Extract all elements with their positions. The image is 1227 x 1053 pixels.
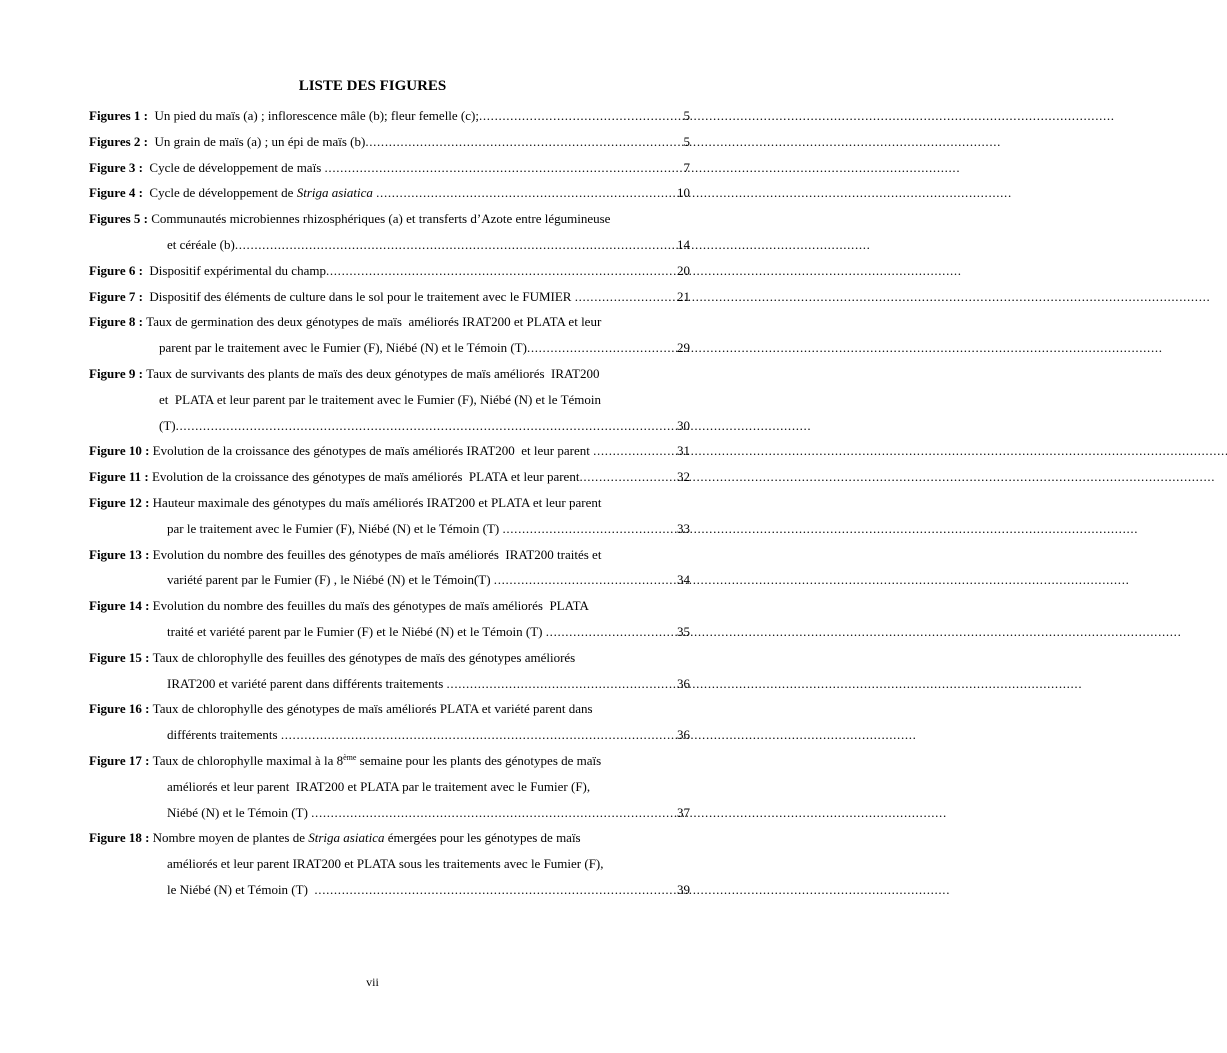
figure-label: Figure 11 : bbox=[89, 469, 149, 485]
figure-caption: Un grain de maïs (a) ; un épi de maïs (b) bbox=[154, 133, 366, 149]
figure-caption: Evolution de la croissance des génotypes de maïs améliorés IRAT200 et leur parent bbox=[152, 443, 594, 459]
figure-entry[interactable] bbox=[89, 645, 690, 697]
page-ref: 37 bbox=[677, 804, 690, 820]
figure-entry[interactable] bbox=[89, 825, 690, 902]
figure-caption-cont: (T) bbox=[159, 417, 176, 433]
figure-caption: Evolution du nombre des feuilles du maïs des génotypes de maïs améliorés PLATA bbox=[152, 598, 589, 614]
page-ref: 36 bbox=[677, 675, 690, 691]
figure-entry[interactable] bbox=[89, 542, 690, 594]
dot-leader bbox=[311, 800, 677, 826]
page-ref: 33 bbox=[677, 520, 690, 536]
figure-entry[interactable] bbox=[89, 206, 690, 258]
figure-label: Figure 4 : bbox=[89, 185, 143, 201]
dot-leader bbox=[494, 567, 677, 593]
dot-leader bbox=[325, 155, 684, 181]
page-ref: 14 bbox=[677, 236, 690, 252]
figure-label: Figure 13 : bbox=[89, 546, 150, 562]
figure-caption: Nombre moyen de plantes de Striga asiatica émergées pour les génotypes de maïs bbox=[152, 830, 581, 846]
figure-label: Figure 9 : bbox=[89, 365, 143, 381]
figure-caption: Evolution du nombre des feuilles des génotypes de maïs améliorés IRAT200 traités et bbox=[152, 546, 602, 562]
page-ref: 20 bbox=[677, 262, 690, 278]
figure-entry[interactable] bbox=[89, 155, 690, 181]
figure-entry[interactable] bbox=[89, 696, 690, 748]
figure-label: Figure 12 : bbox=[89, 494, 150, 510]
figure-caption: Hauteur maximale des génotypes du maïs améliorés IRAT200 et PLATA et leur parent bbox=[152, 494, 602, 510]
species-name: Striga asiatica bbox=[308, 830, 385, 846]
figure-label: Figure 10 : bbox=[89, 443, 150, 459]
figure-caption-cont: par le traitement avec le Fumier (F), Niébé (N) et le Témoin (T) bbox=[167, 520, 503, 536]
page-ref: 36 bbox=[677, 727, 690, 743]
page-number: vii bbox=[366, 975, 379, 989]
figure-label: Figures 5 : bbox=[89, 211, 148, 227]
figure-entry[interactable] bbox=[89, 180, 690, 206]
dot-leader bbox=[502, 516, 677, 542]
figure-label: Figure 6 : bbox=[89, 262, 143, 278]
figure-label: Figures 1 : bbox=[89, 108, 148, 123]
figure-entry[interactable] bbox=[89, 438, 690, 464]
figure-caption: Taux de chlorophylle des feuilles des génotypes de maïs des génotypes améliorés bbox=[152, 649, 576, 665]
figure-label: Figure 14 : bbox=[89, 598, 150, 614]
figure-entry[interactable] bbox=[89, 284, 690, 310]
page-ref: 5 bbox=[683, 108, 690, 123]
page-ref: 30 bbox=[677, 417, 690, 433]
dot-leader bbox=[527, 335, 677, 361]
page-ref: 10 bbox=[677, 185, 690, 201]
dot-leader bbox=[479, 103, 684, 129]
figure-caption-cont: et PLATA et leur parent par le traitement avec le Fumier (F), Niébé (N) et le Témoin bbox=[159, 391, 602, 407]
figure-label: Figure 7 : bbox=[89, 288, 143, 304]
figure-caption: Taux de survivants des plants de maïs des deux génotypes de maïs améliorés IRAT200 bbox=[146, 365, 600, 381]
figure-entry[interactable] bbox=[89, 464, 690, 490]
dot-leader bbox=[176, 413, 677, 439]
dot-leader bbox=[546, 619, 677, 645]
ordinal-superscript: ème bbox=[343, 752, 357, 762]
page-ref: 39 bbox=[677, 881, 690, 897]
figure-entry[interactable] bbox=[89, 361, 690, 438]
page-ref: 29 bbox=[677, 340, 690, 356]
figure-caption-cont: variété parent par le Fumier (F) , le Niébé (N) et le Témoin(T) bbox=[167, 572, 494, 588]
figure-entry[interactable] bbox=[89, 129, 690, 155]
figure-caption-cont: IRAT200 et variété parent dans différents traitements bbox=[167, 675, 447, 691]
figure-caption-cont: Niébé (N) et le Témoin (T) bbox=[167, 804, 312, 820]
dot-leader bbox=[281, 722, 677, 748]
page-title: LISTE DES FIGURES bbox=[298, 78, 447, 94]
dot-leader bbox=[575, 284, 677, 310]
figure-caption: Un pied du maïs (a) ; inflorescence mâle (b); fleur femelle (c); bbox=[154, 108, 479, 123]
dot-leader bbox=[579, 464, 677, 490]
figure-caption: Communautés microbiennes rhizosphériques (a) et transferts d’Azote entre légumineuse bbox=[151, 211, 611, 227]
figure-caption: Cycle de développement de maïs bbox=[149, 159, 325, 175]
figure-caption: Cycle de développement de Striga asiatica bbox=[149, 185, 373, 201]
figure-caption: Dispositif expérimental du champ bbox=[149, 262, 326, 278]
figure-list bbox=[89, 103, 690, 903]
figure-caption-cont: parent par le traitement avec le Fumier (F), Niébé (N) et le Témoin (T) bbox=[159, 340, 527, 356]
figure-entry[interactable] bbox=[89, 748, 690, 825]
page-ref: 34 bbox=[677, 572, 690, 588]
dot-leader bbox=[235, 232, 677, 258]
figure-caption: Taux de germination des deux génotypes de maïs améliorés IRAT200 et PLATA et leur bbox=[146, 314, 602, 330]
figure-entry[interactable] bbox=[89, 490, 690, 542]
figure-caption-cont: différents traitements bbox=[167, 727, 281, 743]
figure-entry[interactable] bbox=[89, 593, 690, 645]
page-ref: 7 bbox=[683, 159, 690, 175]
dot-leader bbox=[593, 438, 677, 464]
figure-caption-cont: le Niébé (N) et Témoin (T) bbox=[167, 881, 315, 897]
figure-label: Figure 18 : bbox=[89, 830, 150, 846]
figure-label: Figure 17 : bbox=[89, 752, 150, 768]
figure-label: Figures 2 : bbox=[89, 133, 148, 149]
species-name: Striga asiatica bbox=[296, 185, 373, 201]
page-ref: 35 bbox=[677, 623, 690, 639]
page-ref: 31 bbox=[677, 443, 690, 459]
dot-leader bbox=[365, 129, 683, 155]
page-ref: 32 bbox=[677, 469, 690, 485]
figure-caption-cont: et céréale (b) bbox=[167, 236, 235, 252]
dot-leader bbox=[314, 877, 677, 903]
page-ref: 21 bbox=[677, 288, 690, 304]
figure-caption: Taux de chlorophylle maximal à la 8ème semaine pour les plants des génotypes de maïs bbox=[152, 752, 602, 768]
figure-label: Figure 16 : bbox=[89, 701, 150, 717]
figure-label: Figure 8 : bbox=[89, 314, 143, 330]
figure-label: Figure 3 : bbox=[89, 159, 143, 175]
figure-entry[interactable] bbox=[89, 309, 690, 361]
figure-caption: Evolution de la croissance des génotypes de maïs améliorés PLATA et leur parent bbox=[151, 469, 580, 485]
figure-caption: Taux de chlorophylle des génotypes de maïs améliorés PLATA et variété parent dans bbox=[152, 701, 593, 717]
figure-label: Figure 15 : bbox=[89, 649, 150, 665]
figure-caption-cont: améliorés et leur parent IRAT200 et PLATA par le traitement avec le Fumier (F), bbox=[167, 778, 591, 794]
figure-entry[interactable] bbox=[89, 258, 690, 284]
figure-entry[interactable] bbox=[89, 103, 690, 129]
dot-leader bbox=[376, 180, 677, 206]
dot-leader bbox=[447, 671, 677, 697]
figure-caption-cont: traité et variété parent par le Fumier (F) et le Niébé (N) et le Témoin (T) bbox=[167, 623, 546, 639]
figure-caption-cont: améliorés et leur parent IRAT200 et PLATA sous les traitements avec le Fumier (F), bbox=[167, 856, 604, 872]
figure-caption: Dispositif des éléments de culture dans le sol pour le traitement avec le FUMIER bbox=[149, 288, 575, 304]
dot-leader bbox=[326, 258, 677, 284]
page-ref: 5 bbox=[683, 133, 690, 149]
